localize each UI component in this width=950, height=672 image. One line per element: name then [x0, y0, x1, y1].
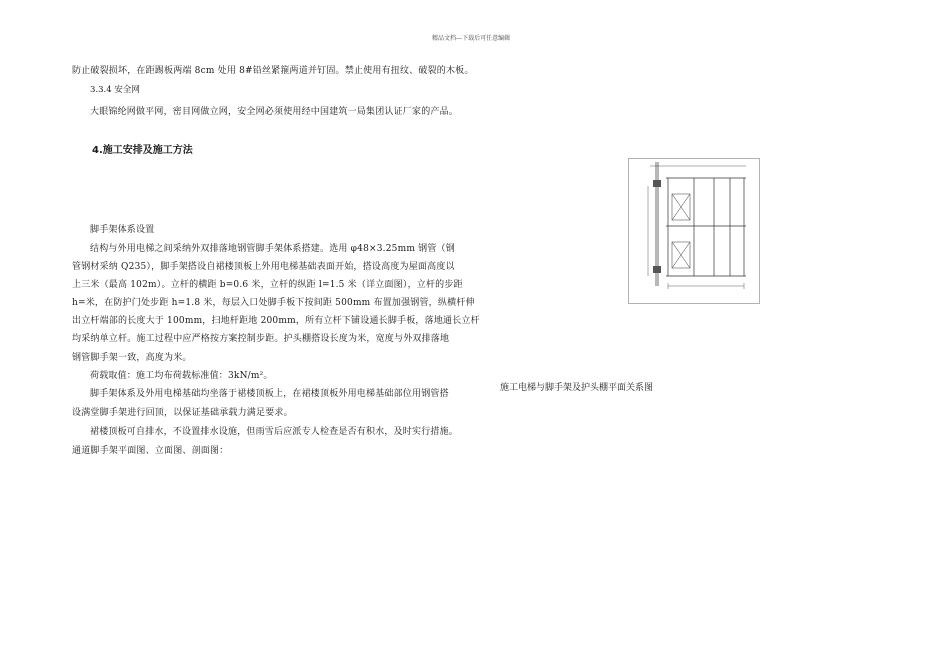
section-heading: 4.施工安排及施工方法: [92, 145, 193, 156]
paragraph-heading: 脚手架体系设置: [90, 225, 155, 235]
paragraph-line: 通道脚手架平面图、立面图、剖面图：: [72, 446, 229, 456]
paragraph-line: 荷载取值：施工均布荷载标准值：3kN/m²。: [90, 371, 273, 381]
paragraph-line: 设满堂脚手架进行回顶，以保证基础承载力满足要求。: [72, 408, 293, 418]
paragraph-line: 裙楼顶板可自排水，不设置排水设施，但雨雪后应派专人检查是否有积水，及时实行措施。: [90, 427, 459, 437]
paragraph-line: 出立杆端部的长度大于 100mm，扫地杆距地 200mm，所有立杆下铺设通长脚手板，落地通长立杆: [72, 316, 480, 326]
figure-caption: 施工电梯与脚手架及护头棚平面关系图: [500, 383, 654, 393]
paragraph-line: 管钢材采纳 Q235），脚手架搭设自裙楼顶板上外用电梯基础表面开始，搭设高度为屋面高度以: [72, 262, 455, 272]
paragraph-line: 脚手架体系及外用电梯基础均坐落于裙楼顶板上，在裙楼顶板外用电梯基础部位用钢管搭: [90, 389, 449, 399]
subsection-heading: 3.3.4 安全网: [90, 85, 140, 95]
paragraph-line: h=米，在防护门处步距 h=1.8 米，每层入口处脚手板下按间距 500mm 布置加强钢管，纵横杆伸: [72, 298, 475, 308]
paragraph-line: 均采纳单立杆。施工过程中应严格按方案控制步距。护头棚搭设长度为米，宽度与外双排落地: [72, 334, 450, 344]
paragraph-line: 大眼锦纶网做平网，密目网做立网，安全网必须使用经中国建筑一局集团认证厂家的产品。: [90, 107, 459, 117]
paragraph-line: 钢管脚手架一致，高度为米。: [72, 353, 192, 363]
page-header: 精品文档---下载后可任意编辑: [432, 35, 511, 42]
scaffold-plan-drawing: [628, 158, 760, 304]
paragraph-line: 上三米（最高 102m）。立杆的横距 b=0.6 米，立杆的纵距 l=1.5 米（详立面图），立杆的步距: [72, 280, 463, 290]
paragraph-line: 结构与外用电梯之间采纳外双排落地钢管脚手架体系搭建。选用 φ48×3.25mm 钢管（钢: [90, 244, 455, 254]
paragraph-line: 防止破裂损坏，在距踢板两端 8cm 处用 8#铅丝紧箍两道并钉固。禁止使用有扭纹、破裂的木板。: [72, 66, 474, 76]
